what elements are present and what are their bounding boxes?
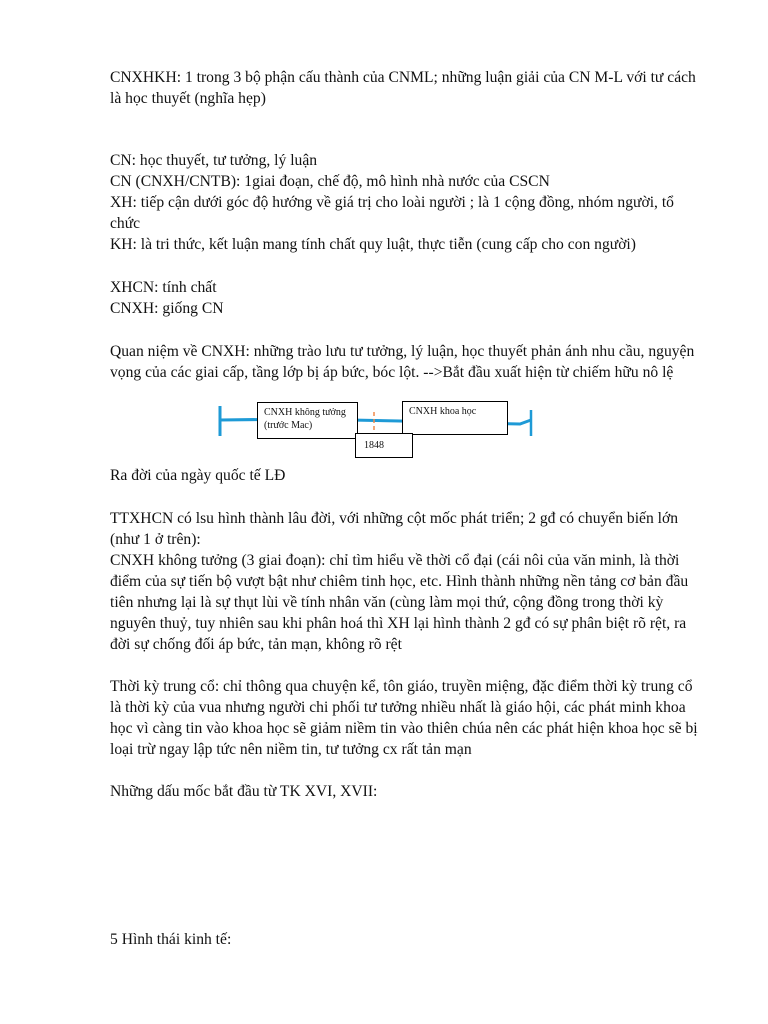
concept-paragraph [110, 341, 710, 383]
text-line: học vì càng tin vào khoa học sẽ giảm niềm tin vào thiên chúa nên các phát hiện khoa học sẽ bị [110, 720, 698, 737]
text-line: là học thuyết (nghĩa hẹp) [110, 90, 266, 107]
text-line: Quan niệm về CNXH: những trào lưu tư tưởng, lý luận, học thuyết phản ánh nhu cầu, nguyện [110, 343, 695, 360]
labor-day-paragraph [110, 465, 710, 486]
utopian-socialism-box [257, 402, 358, 439]
text-line: KH: là tri thức, kết luận mang tính chất quy luật, thực tiễn (cung cấp cho con người) [110, 236, 636, 253]
text-line: điểm của sự tiến bộ vượt bật như chiêm tinh học, etc. Hình thành những nền tảng cơ bản đầu [110, 573, 689, 590]
box-label: 1848 [364, 440, 384, 451]
terms-paragraph [110, 277, 710, 319]
box-label: CNXH khoa học [409, 406, 477, 417]
text-line: XHCN: tính chất [110, 279, 217, 296]
text-line: CNXH: giống CN [110, 300, 224, 317]
scientific-socialism-box [402, 401, 508, 435]
text-line: đời sự chống đối áp bức, tản mạn, không rõ rệt [110, 636, 402, 653]
middle-ages-paragraph [110, 676, 710, 760]
text-line: 5 Hình thái kinh tế: [110, 931, 232, 948]
text-line: (như 1 ở trên): [110, 531, 201, 548]
text-line: CNXH không tưởng (3 giai đoạn): chỉ tìm hiểu về thời cổ đại (cái nôi của văn minh, là thời [110, 552, 680, 569]
text-line: loại trừ ngay lập tức nên niềm tin, tư tưởng cx rất tản mạn [110, 741, 472, 758]
text-line: XH: tiếp cận dưới góc độ hướng về giá trị cho loài người ; là 1 cộng đồng, nhóm người, tổ [110, 194, 674, 211]
intro-paragraph [110, 67, 710, 109]
text-line: chức [110, 215, 141, 232]
economic-forms-paragraph [110, 929, 710, 950]
text-line: vọng của các giai cấp, tầng lớp bị áp bức, bóc lột. -->Bắt đầu xuất hiện từ chiếm hữu nô lệ [110, 364, 674, 381]
box-label: (trước Mac) [264, 420, 313, 431]
text-line: CNXHKH: 1 trong 3 bộ phận cấu thành của CNML; những luận giải của CN M-L với tư cách [110, 69, 696, 86]
text-line: tiên nhưng lại là sự thụt lùi về tính nhân văn (cùng làm mọi thứ, cộng đồng trong thời kỳ [110, 594, 664, 611]
definitions-paragraph [110, 150, 710, 255]
text-line: là thời kỳ của vua nhưng người chi phối tư tưởng nhiều nhất là giáo hội, các phát minh khoa [110, 699, 686, 716]
text-line: CN: học thuyết, tư tưởng, lý luận [110, 152, 318, 169]
milestones-paragraph [110, 781, 710, 802]
text-line: Thời kỳ trung cổ: chỉ thông qua chuyện kể, tôn giáo, truyền miệng, đặc điểm thời kỳ trung cổ [110, 678, 693, 695]
history-paragraph [110, 508, 710, 655]
text-line: nguyên thuỷ, tuy nhiên sau khi phân hoá thì XH lại hình thành 2 gđ có sự phân biệt rõ rệt, ra [110, 615, 687, 632]
text-line: TTXHCN có lsu hình thành lâu đời, với những cột mốc phát triển; 2 gđ có chuyển biến lớn [110, 510, 679, 527]
text-line: Ra đời của ngày quốc tế LĐ [110, 467, 286, 484]
text-line: CN (CNXH/CNTB): 1giai đoạn, chế độ, mô hình nhà nước của CSCN [110, 173, 550, 190]
year-1848-box [355, 433, 413, 458]
text-line: Những dấu mốc bắt đầu từ TK XVI, XVII: [110, 783, 378, 800]
box-label: CNXH không tưởng [264, 407, 346, 418]
